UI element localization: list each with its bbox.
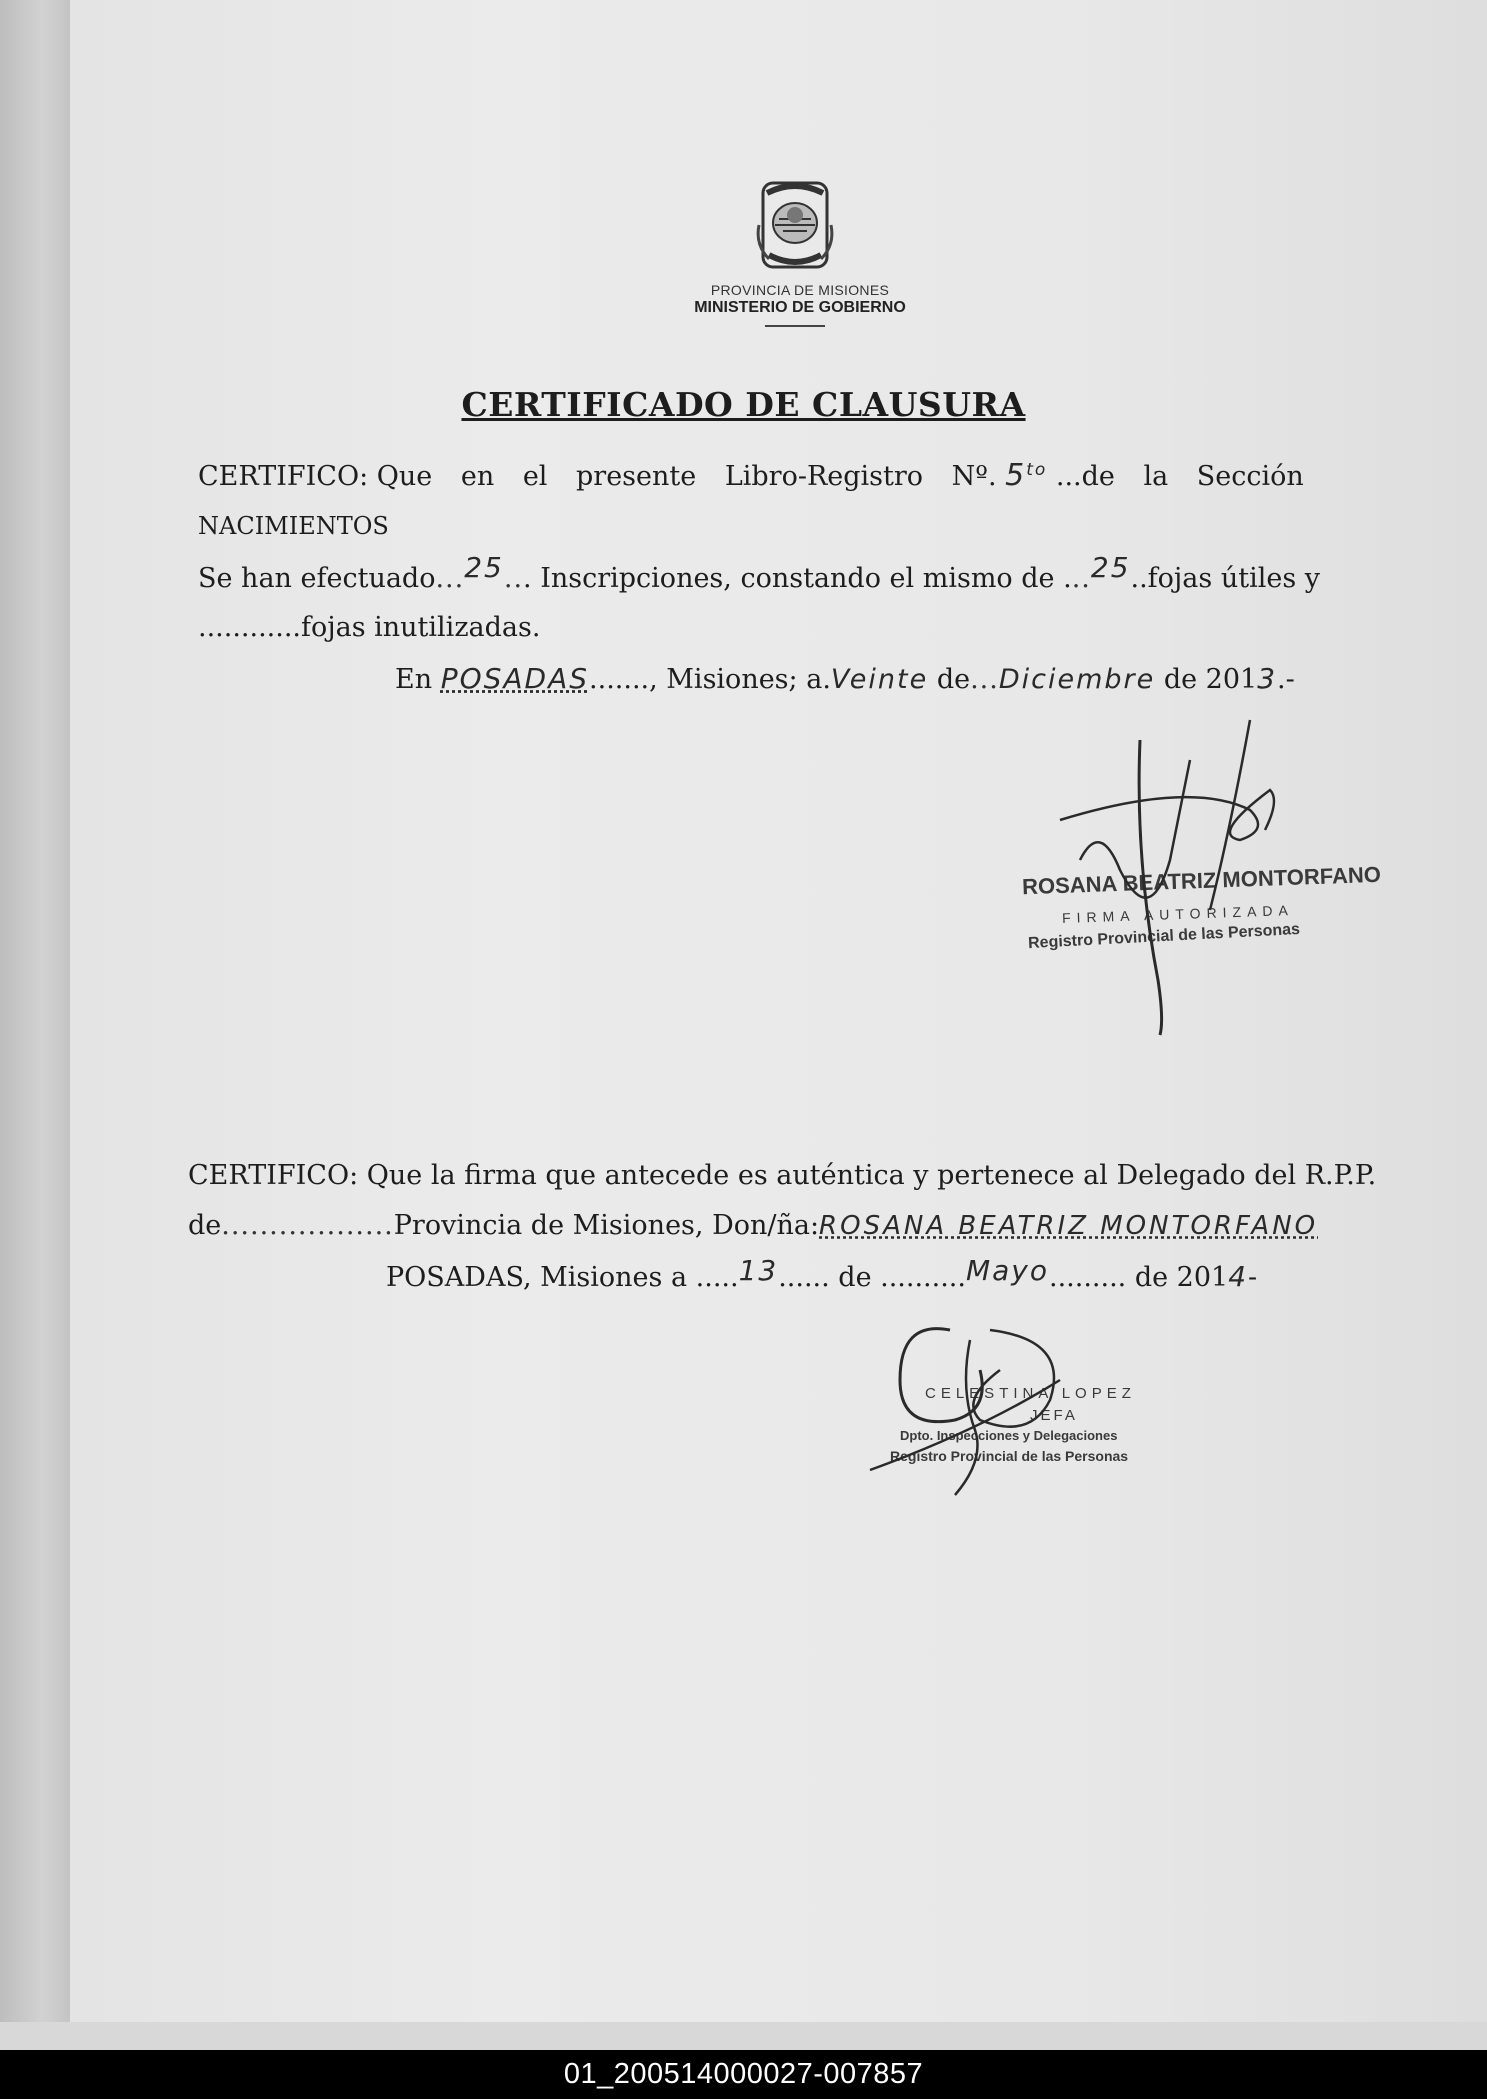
cert2-day: 13 [738,1254,779,1287]
cert1-month: Diciembre [998,664,1156,695]
cert2-line1 [188,1160,1376,1191]
de-text-2: de [188,1210,222,1241]
cert1-day: Veinte [830,664,929,695]
cert1-seccion-text: ...de la Sección [1055,461,1304,492]
misiones-text: ......., Misiones; a. [589,664,831,695]
cert2-year-suffix: - [1248,1262,1258,1293]
posadas-text: POSADAS, Misiones a ..... [386,1262,739,1293]
cert1-line3: Se han efectuado...25... Inscripciones, constando el mismo de ...25..fojas útiles y [198,551,1321,594]
cert2-line2 [188,1210,1318,1241]
cert2-date-line [386,1254,1258,1293]
header-province: PROVINCIA DE MISIONES [710,282,890,298]
en-text: En [395,664,433,695]
fojas-utiles-text: ..fojas útiles y [1130,563,1321,594]
cert2-year-prefix: ......... de 201 [1049,1262,1229,1293]
scan-left-edge [0,0,70,2022]
cert2-year-digit: 4 [1228,1260,1249,1293]
delegacion-blank: .................. [221,1210,394,1241]
year-prefix: de 201 [1163,664,1258,695]
fojas-utiles-count: 25 [1090,551,1131,584]
scan-id-footer: 01_200514000027-007857 [0,2050,1487,2099]
cert2-label: CERTIFICO: [188,1160,359,1191]
de-text: de [936,664,971,695]
signature-montorfano [1040,700,1300,1040]
inscripciones-text: . Inscripciones, constando el mismo de . [523,563,1072,594]
signature-lopez [860,1310,1120,1500]
section-name: NACIMIENTOS [198,512,389,540]
inscripciones-count: 25 [464,551,504,584]
libro-number: 5 [1005,458,1027,493]
header-ministry: MINISTERIO DE GOBIERNO [694,299,906,316]
cert2-text: Que la firma que antecede es auténtica y pertenece al Delegado del R.P.P. [366,1160,1377,1191]
fojas-inutilizadas-text: ............fojas inutilizadas. [198,612,541,643]
city-name: POSADAS [440,662,590,695]
stamp2-office: Registro Provincial de las Personas [890,1448,1129,1464]
header-divider [765,325,825,327]
delegate-name: ROSANA BEATRIZ MONTORFANO [819,1211,1319,1241]
year-suffix: .- [1277,664,1295,695]
year-digit: 3 [1257,662,1278,695]
cert2-month: Mayo [965,1254,1049,1287]
cert1-label: CERTIFICO: [198,461,369,492]
de-text-3: ...... de .......... [778,1262,966,1293]
stamp2-dept: Dpto. Inspecciones y Delegaciones [900,1428,1118,1443]
stamp1-name: ROSANA BEATRIZ MONTORFANO [1021,861,1382,900]
cert1-date-line: En POSADAS......., Misiones; a.Veinte de...Diciembre de 2013.- [395,662,1295,695]
efectuado-text: Se han efectuado [198,563,436,594]
document-title: CERTIFICADO DE CLAUSURA [461,385,1026,424]
provincia-text: Provincia de Misiones, Don/ña: [393,1210,820,1241]
cert1-libro-text: Que en el presente Libro-Registro Nº. [376,461,997,492]
province-seal-icon [745,175,845,275]
cert1-line1 [198,458,1383,493]
stamp2-name: CELESTINA LOPEZ [925,1385,1136,1402]
scan-bottom-margin [0,2022,1487,2050]
stamp1-office: Registro Provincial de las Personas [1027,920,1301,953]
stamp2-role: JEFA [1030,1407,1078,1424]
stamp1-role: FIRMA AUTORIZADA [1061,901,1295,927]
libro-number-suffix: to [1026,460,1048,480]
